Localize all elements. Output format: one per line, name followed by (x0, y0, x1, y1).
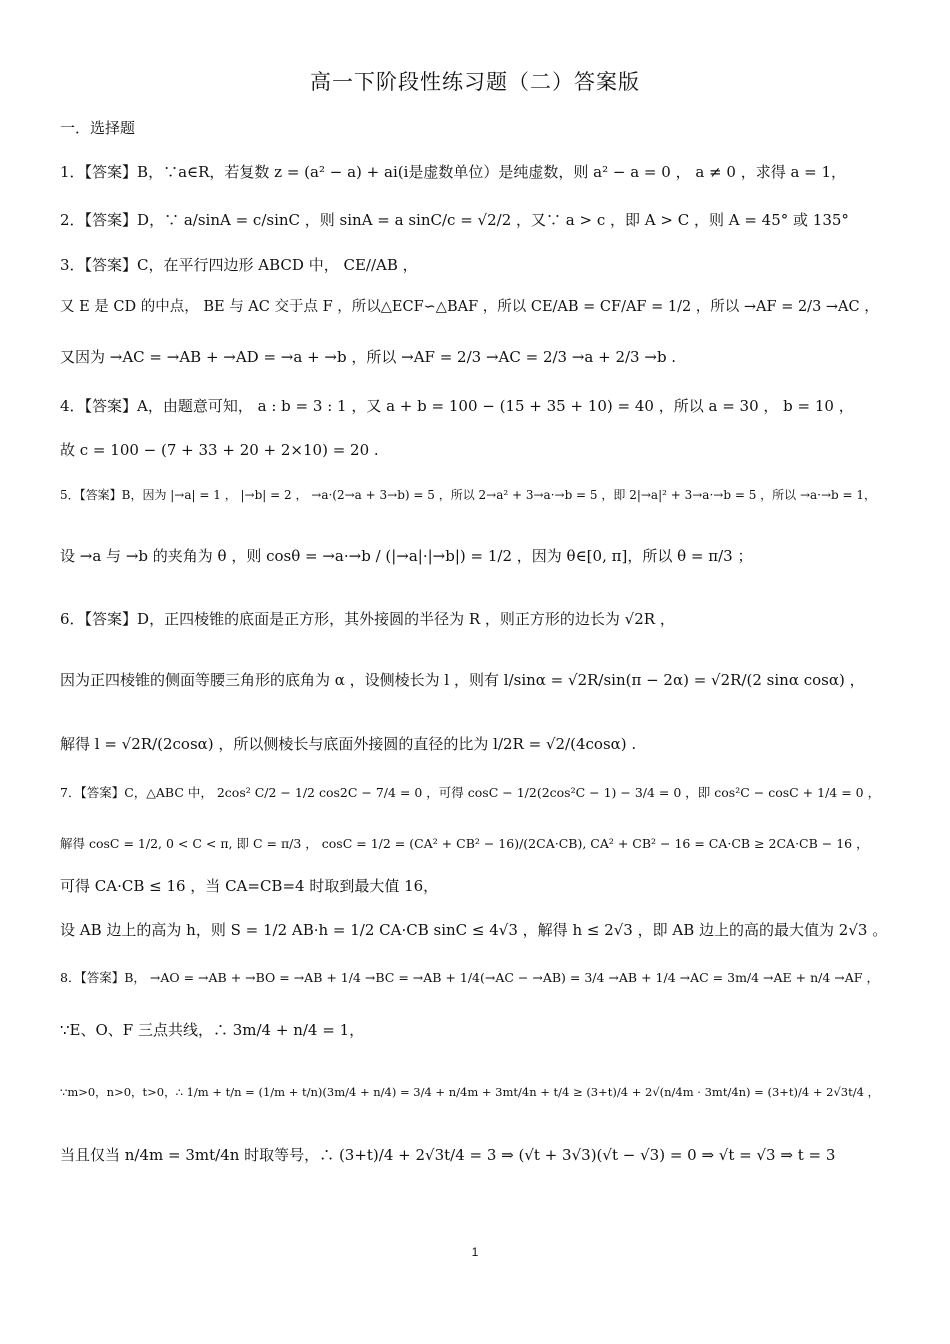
answer-line: 解得 l = √2R/(2cosα) ，所以侧棱长与底面外接圆的直径的比为 l/2R = √2/(4cosα) . (60, 735, 637, 753)
answer-line: 设 →a 与 →b 的夹角为 θ ，则 cosθ = →a·→b / (|→a|·|→b|) = 1/2 ，因为 θ∈[0, π]，所以 θ = π/3 ； (60, 547, 753, 565)
page-title: 高一下阶段性练习题（二）答案版 (310, 70, 640, 94)
answer-line: 又因为 →AC = →AB + →AD = →a + →b ，所以 →AF = 2/3 →AC = 2/3 →a + 2/3 →b . (60, 348, 677, 366)
answer-line: 2．【答案】D，∵ a/sinA = c/sinC ，则 sinA = a sinC/c = √2/2 ，又∵ a > c ，即 A > C ，则 A = 45° 或 135° (60, 211, 849, 229)
answer-line: 因为正四棱锥的侧面等腰三角形的底角为 α ，设侧棱长为 l ，则有 l/sinα = √2R/sin(π − 2α) = √2R/(2 sinα cosα) ， (60, 671, 865, 689)
answer-line: ∵m>0，n>0，t>0，∴ 1/m + t/n = (1/m + t/n)(3m/4 + n/4) = 3/4 + n/4m + 3mt/4n + t/4 ≥ (3+t)/4 + 2√(n/4m · 3mt/4n) = (3+t)/4 + 2√3t/4 ， (60, 1085, 880, 1099)
answer-line: 8．【答案】B， →AO = →AB + →BO = →AB + 1/4 →BC = →AB + 1/4(→AC − →AB) = 3/4 →AB + 1/4 →AC = 3m/4 →AE + n/4 →AF ， (60, 970, 879, 985)
answer-line: 3．【答案】C，在平行四边形 ABCD 中， CE//AB ， (60, 256, 418, 274)
answer-line: 又 E 是 CD 的中点， BE 与 AC 交于点 F ，所以△ECF∽△BAF ，所以 CE/AB = CF/AF = 1/2 ，所以 →AF = 2/3 →AC ， (60, 299, 879, 315)
answer-line: 6．【答案】D，正四棱锥的底面是正方形，其外接圆的半径为 R ，则正方形的边长为 √2R ， (60, 610, 675, 628)
section-heading: 一．选择题 (60, 119, 136, 137)
answer-line: 4．【答案】A，由题意可知， a : b = 3 : 1 ，又 a + b = 100 − (15 + 35 + 10) = 40 ，所以 a = 30 ， b = 10 ， (60, 397, 854, 415)
answer-line: ∵E、O、F 三点共线，∴ 3m/4 + n/4 = 1， (60, 1021, 365, 1039)
answer-line: 故 c = 100 − (7 + 33 + 20 + 2×10) = 20 . (60, 441, 379, 459)
answer-line: 7．【答案】C，△ABC 中， 2cos² C/2 − 1/2 cos2C − 7/4 = 0 ，可得 cosC − 1/2(2cos²C − 1) − 3/4 = 0 ，即 cos²C − cosC + 1/4 = 0 ， (60, 785, 881, 800)
answer-line: 可得 CA·CB ≤ 16 ，当 CA=CB=4 时取到最大值 16， (60, 877, 439, 895)
answer-line: 5．【答案】B，因为 |→a| = 1 ， |→b| = 2 ， →a·(2→a + 3→b) = 5 ，所以 2→a² + 3→a·→b = 5 ，即 2|→a|² + 3→a·→b = 5 ，所以 →a·→b = 1， (60, 488, 877, 502)
answer-line: 解得 cosC = 1/2, 0 < C < π, 即 C = π/3 ， cosC = 1/2 = (CA² + CB² − 16)/(2CA·CB), CA² + CB² − 16 = CA·CB ≥ 2CA·CB − 16 ， (60, 836, 869, 851)
answer-line: 设 AB 边上的高为 h，则 S = 1/2 AB·h = 1/2 CA·CB sinC ≤ 4√3 ，解得 h ≤ 2√3 ，即 AB 边上的高的最大值为 2√3 。 (60, 921, 888, 939)
answer-line: 当且仅当 n/4m = 3mt/4n 时取等号，∴ (3+t)/4 + 2√3t/4 = 3 ⇒ (√t + 3√3)(√t − √3) = 0 ⇒ √t = √3 ⇒ t = 3 (60, 1146, 836, 1164)
page-number: 1 (471, 1245, 479, 1259)
answer-line: 1．【答案】B，∵a∈R，若复数 z = (a² − a) + ai(i是虚数单位）是纯虚数，则 a² − a = 0 ， a ≠ 0 ，求得 a = 1， (60, 163, 847, 181)
